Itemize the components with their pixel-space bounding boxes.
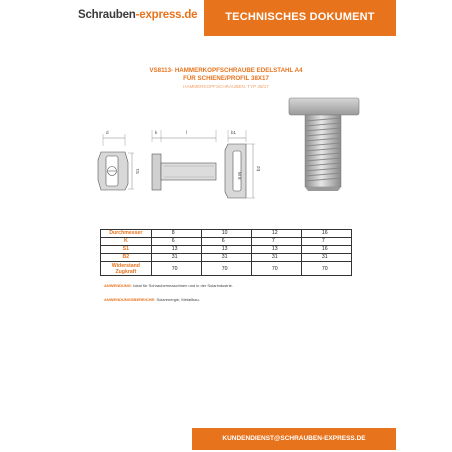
table-cell: 6 <box>151 238 201 246</box>
bolt-top-view <box>225 130 261 198</box>
table-cell: 31 <box>151 254 201 262</box>
application-areas-text: : Solarenergie, Metallbau. <box>154 297 200 302</box>
product-subtitle: FÜR SCHIENE/PROFIL 38X17 <box>183 75 269 82</box>
table-cell: 16 <box>301 230 351 238</box>
table-cell: 31 <box>301 254 351 262</box>
row-label: B2 <box>101 254 152 262</box>
table-cell: 31 <box>251 254 301 262</box>
table-cell: 70 <box>251 262 301 276</box>
support-email-link[interactable]: KUNDENDIENST@SCHRAUBEN-EXPRESS.DE <box>222 435 366 442</box>
product-title: VS8113- HAMMERKOPFSCHRAUBE EDELSTAHL A4 <box>149 67 303 74</box>
table-cell: 13 <box>151 246 201 254</box>
table-cell: 7 <box>251 238 301 246</box>
logo-main-text: Schrauben <box>78 9 136 21</box>
table-row <box>101 246 352 254</box>
row-label: K <box>101 238 152 246</box>
product-type: HAMMERKOPFSCHRAUBEN, TYP 38/17 <box>183 84 269 89</box>
table-cell: 70 <box>301 262 351 276</box>
table-cell: 12 <box>251 230 301 238</box>
table-row <box>101 262 352 276</box>
dim-l-label: l <box>186 130 187 135</box>
dim-k-label: k <box>155 130 158 135</box>
table-cell: 8 <box>151 230 201 238</box>
footer-banner <box>192 428 396 450</box>
table-cell: 13 <box>201 246 251 254</box>
bolt-side-view <box>152 130 216 190</box>
dim-b2-label: b2 <box>256 165 261 171</box>
table-row <box>101 254 352 262</box>
table-cell: 10 <box>201 230 251 238</box>
table-cell: 16 <box>301 246 351 254</box>
table-cell: 70 <box>151 262 201 276</box>
row-label: Widerstand Zugkraft <box>101 262 152 276</box>
head-end-view <box>98 130 140 190</box>
logo-accent-text: -express.de <box>135 9 198 21</box>
usage-key: ANWENDUNG <box>104 283 131 288</box>
usage-note <box>104 283 233 288</box>
application-areas-note <box>104 297 200 302</box>
dim-d-label: d <box>106 130 109 135</box>
document-type-title: TECHNISCHES DOKUMENT <box>225 11 375 23</box>
application-areas-key: ANWENDUNGSBEREICHE <box>104 297 155 302</box>
dim-s1-label: S1 <box>135 168 140 174</box>
table-row <box>101 238 352 246</box>
dim-thread-label: M 8 <box>237 172 242 180</box>
table-cell: 6 <box>201 238 251 246</box>
spec-table <box>100 229 352 276</box>
dim-b1-label: b1 <box>231 130 237 135</box>
table-cell: 7 <box>301 238 351 246</box>
table-cell: 31 <box>201 254 251 262</box>
technical-drawing <box>56 0 396 230</box>
table-cell: 13 <box>251 246 301 254</box>
product-photo <box>289 98 359 191</box>
usage-text: : Ideal für Schraubenmaschinen und in der Solarindustrie. <box>130 283 233 288</box>
row-label: S1 <box>101 246 152 254</box>
row-label: Durchmesser <box>101 230 152 238</box>
table-cell: 70 <box>201 262 251 276</box>
table-row <box>101 230 352 238</box>
